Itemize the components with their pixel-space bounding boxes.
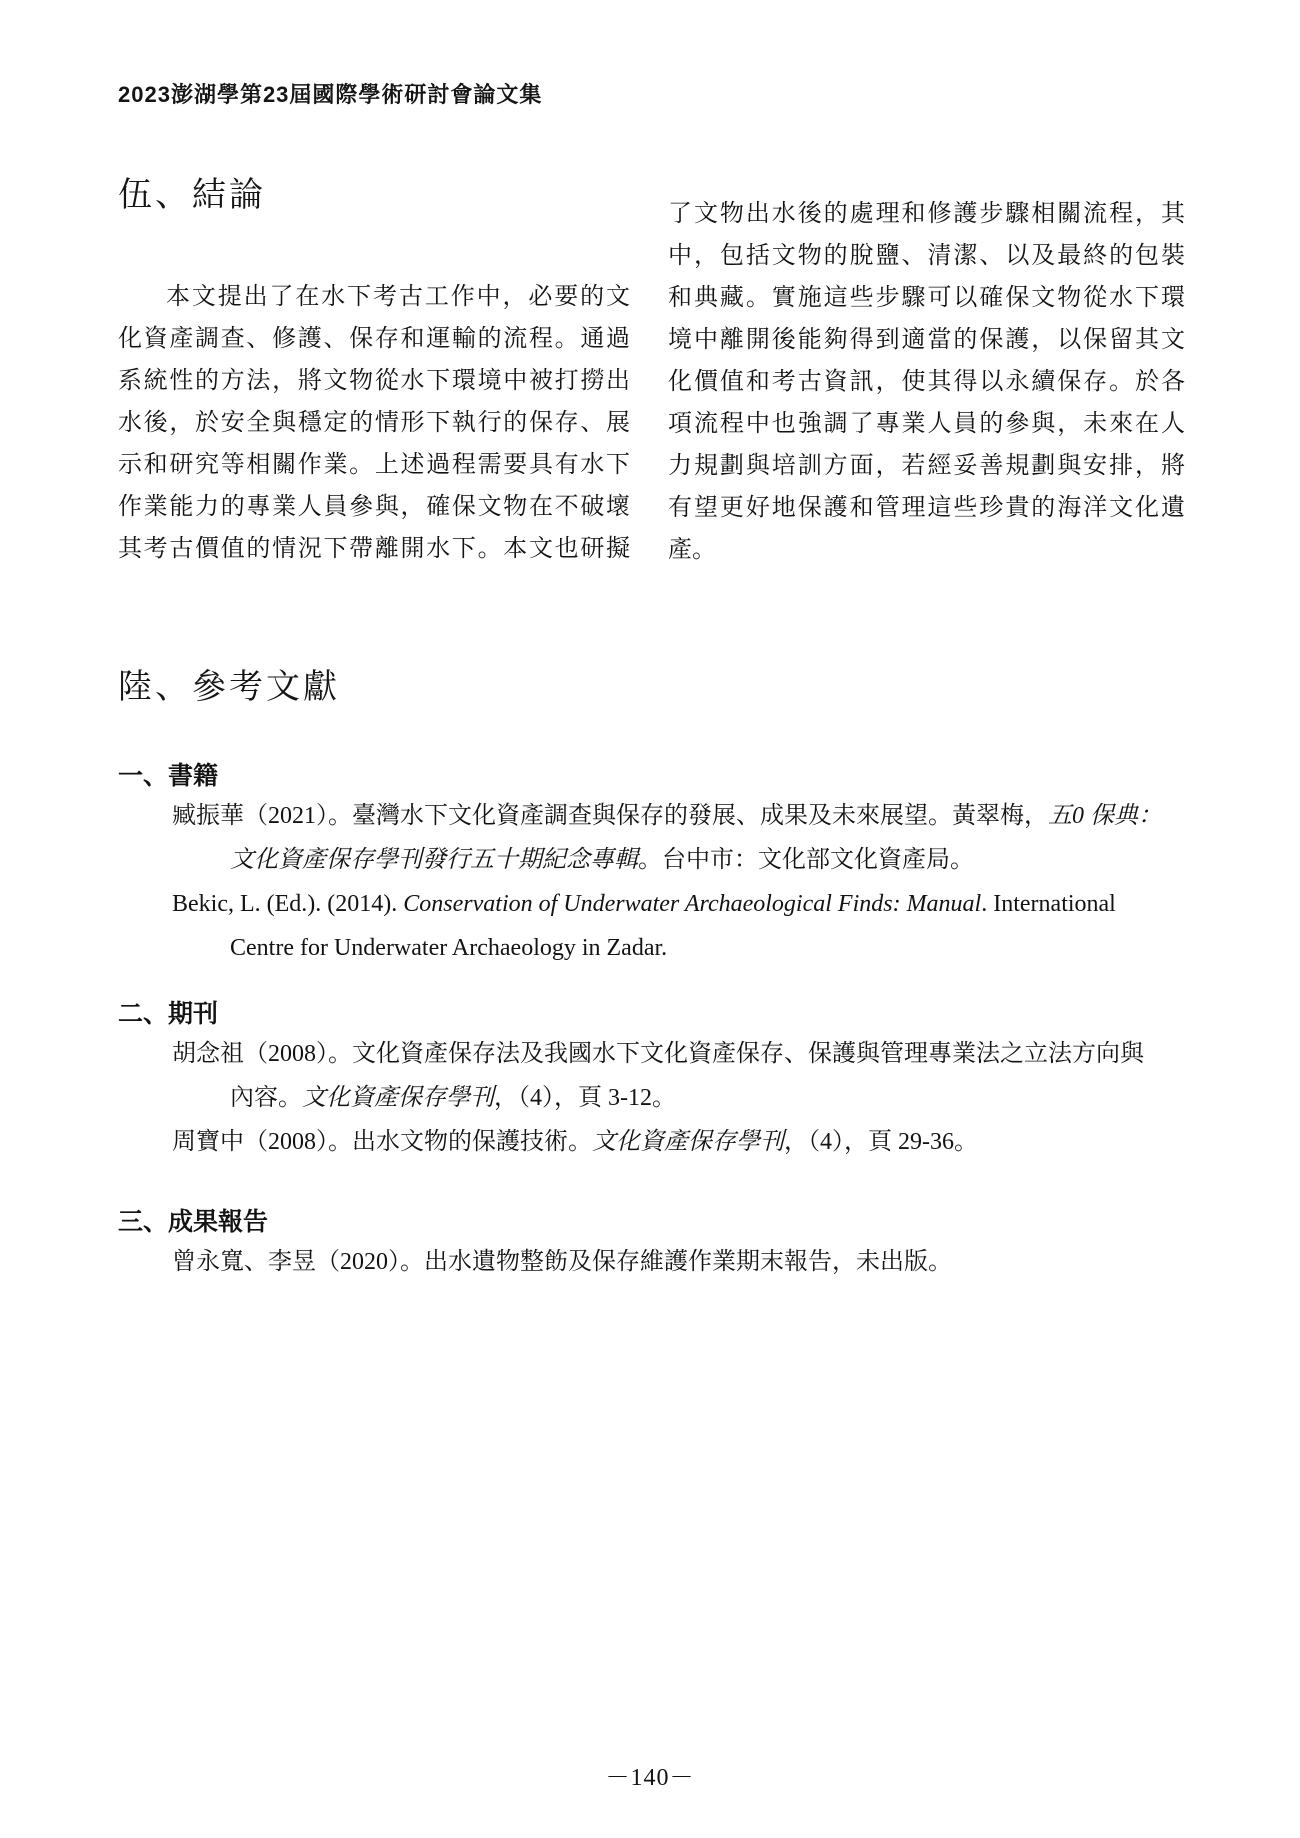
text-line: 有望更好地保護和管理這些珍貴的海洋文化遺: [668, 495, 1185, 521]
ref-text-segment: 周寶中（2008）。出水文物的保護技術。: [172, 1129, 592, 1155]
text-line: 和典藏。實施這些步驟可以確保文物從水下環: [668, 285, 1185, 311]
references-section: [118, 659, 1185, 1284]
text-line: 境中離開後能夠得到適當的保護，以保留其文: [668, 327, 1185, 353]
conclusion-left-column: [118, 167, 630, 571]
ref-group-journals: [118, 996, 1185, 1164]
conclusion-section: [118, 167, 1185, 571]
text-line: 力規劃與培訓方面，若經妥善規劃與安排，將: [668, 453, 1185, 479]
text-line: 本文提出了在水下考古工作中，必要的文: [166, 284, 630, 310]
text-line: 其考古價值的情況下帶離開水下。本文也研擬: [118, 536, 630, 562]
text-line: 項流程中也強調了專業人員的參與，未來在人: [668, 411, 1185, 437]
running-header: 2023澎湖學第23屆國際學術研討會論文集: [118, 82, 543, 107]
ref-text-segment-italic: Conservation of Underwater Archaeological Finds: Manual: [403, 891, 982, 917]
ref-text-segment-italic: 文化資產保存學刊發行五十期紀念專輯: [230, 847, 638, 873]
ref-entry-line: [172, 794, 1185, 838]
ref-text-segment: Bekic, L. (Ed.). (2014).: [172, 891, 404, 917]
text-line: 中，包括文物的脫鹽、清潔、以及最終的包裝: [668, 243, 1185, 269]
ref-group-journals-label: 二、期刊: [118, 1000, 219, 1028]
ref-text-segment: 曾永寬、李昱（2020）。出水遺物整飭及保存維護作業期末報告，未出版。: [172, 1249, 952, 1275]
ref-text-segment: 臧振華（2021）。臺灣水下文化資產調查與保存的發展、成果及未來展望。黃翠梅，: [172, 803, 1048, 829]
ref-text-segment-italic: 文化資產保存學刊: [592, 1129, 784, 1155]
text-line: 系統性的方法，將文物從水下環境中被打撈出: [118, 368, 630, 394]
ref-text-segment: 內容。: [230, 1085, 302, 1111]
text-line: 了文物出水後的處理和修護步驟相關流程，其: [668, 201, 1185, 227]
page-number: －140－: [605, 1765, 695, 1791]
ref-entry-line: [172, 1120, 1185, 1164]
text-line: 化資產調查、修護、保存和運輸的流程。通過: [118, 326, 630, 352]
conclusion-heading: 伍、結論: [118, 177, 266, 214]
ref-text-segment-italic: 五0 保典：: [1048, 803, 1162, 829]
ref-entry-line: [230, 838, 1185, 882]
ref-entry-line: [230, 926, 1185, 970]
ref-entry-line: [172, 1240, 1185, 1284]
ref-group-books-label: 一、書籍: [118, 762, 219, 790]
ref-text-segment: ，（4），頁 3-12。: [494, 1085, 676, 1111]
ref-text-segment: 。台中市：文化部文化資產局。: [638, 847, 974, 873]
ref-text-segment: 胡念祖（2008）。文化資產保存法及我國水下文化資產保存、保護與管理專業法之立法方向與: [172, 1041, 1144, 1067]
ref-text-segment: ，（4），頁 29-36。: [784, 1129, 978, 1155]
ref-text-segment: . International: [981, 891, 1116, 917]
ref-group-books: [118, 758, 1185, 970]
text-line: 水後，於安全與穩定的情形下執行的保存、展: [118, 410, 630, 436]
text-line: 化價值和考古資訊，使其得以永續保存。於各: [668, 369, 1185, 395]
conclusion-right-column: [668, 167, 1185, 571]
text-line: 示和研究等相關作業。上述過程需要具有水下: [118, 452, 630, 478]
ref-group-reports: [118, 1204, 1185, 1284]
text-line: 作業能力的專業人員參與，確保文物在不破壞: [118, 494, 630, 520]
text-line: 產。: [668, 537, 716, 563]
conclusion-left-paragraph: [118, 276, 630, 570]
ref-entry-line: [172, 1032, 1185, 1076]
ref-entry-line: [230, 1076, 1185, 1120]
ref-text-segment: Centre for Underwater Archaeology in Zadar.: [230, 935, 668, 961]
ref-group-reports-label: 三、成果報告: [118, 1208, 269, 1236]
references-heading: 陸、參考文獻: [118, 669, 340, 706]
ref-text-segment-italic: 文化資產保存學刊: [302, 1085, 494, 1111]
ref-entry-line: [172, 882, 1185, 926]
